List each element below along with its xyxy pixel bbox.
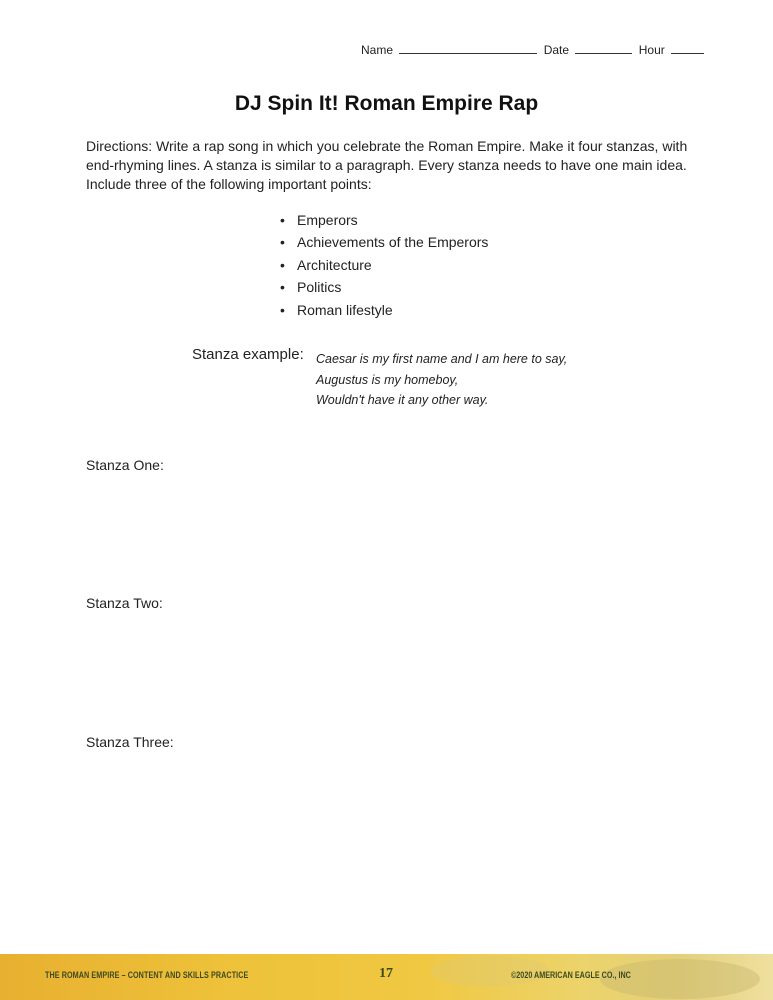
- footer-book-title: THE ROMAN EMPIRE – CONTENT AND SKILLS PRACTICE: [45, 970, 249, 980]
- list-item: • Roman lifestyle: [280, 301, 393, 318]
- footer-copyright: ©2020 AMERICAN EAGLE CO., INC: [511, 970, 631, 980]
- stanza-two-label: Stanza Two:: [86, 595, 163, 611]
- list-item: • Architecture: [280, 256, 372, 273]
- list-item: • Emperors: [280, 212, 358, 228]
- date-label: Date: [543, 43, 570, 57]
- list-item: • Politics: [280, 279, 342, 296]
- point-text: Emperors: [297, 212, 358, 228]
- name-label: Name: [361, 43, 394, 57]
- stanza-three-label: Stanza Three:: [86, 734, 174, 750]
- example-line: Wouldn't have it any other way.: [316, 393, 489, 407]
- name-blank[interactable]: [399, 43, 537, 54]
- student-info-header: [361, 43, 707, 57]
- example-line: Caesar is my first name and I am here to say,: [316, 352, 568, 366]
- example-line: Augustus is my homeboy,: [316, 372, 459, 387]
- date-blank[interactable]: [575, 43, 632, 54]
- page-footer: [0, 954, 773, 1000]
- point-text: Architecture: [297, 256, 372, 273]
- list-item: • Achievements of the Emperors: [280, 234, 489, 251]
- point-text: Achievements of the Emperors: [297, 234, 489, 251]
- stanza-example-lines: [316, 349, 567, 411]
- points-list: [280, 211, 488, 323]
- stanza-one-label: Stanza One:: [86, 457, 164, 473]
- stanza-example-label: Stanza example:: [192, 346, 304, 363]
- directions-text: Directions: Write a rap song in which you celebrate the Roman Empire. Make it four stanzas, with end-rhyming lines. A stanza is similar to a paragraph. Every stanza needs to have one main idea. Include three of the following important points:: [86, 138, 688, 192]
- point-text: Politics: [297, 279, 342, 296]
- hour-label: Hour: [638, 43, 665, 57]
- page-number: 17: [379, 966, 393, 981]
- page-title: DJ Spin It! Roman Empire Rap: [234, 92, 539, 115]
- hour-blank[interactable]: [671, 43, 704, 54]
- point-text: Roman lifestyle: [297, 301, 393, 318]
